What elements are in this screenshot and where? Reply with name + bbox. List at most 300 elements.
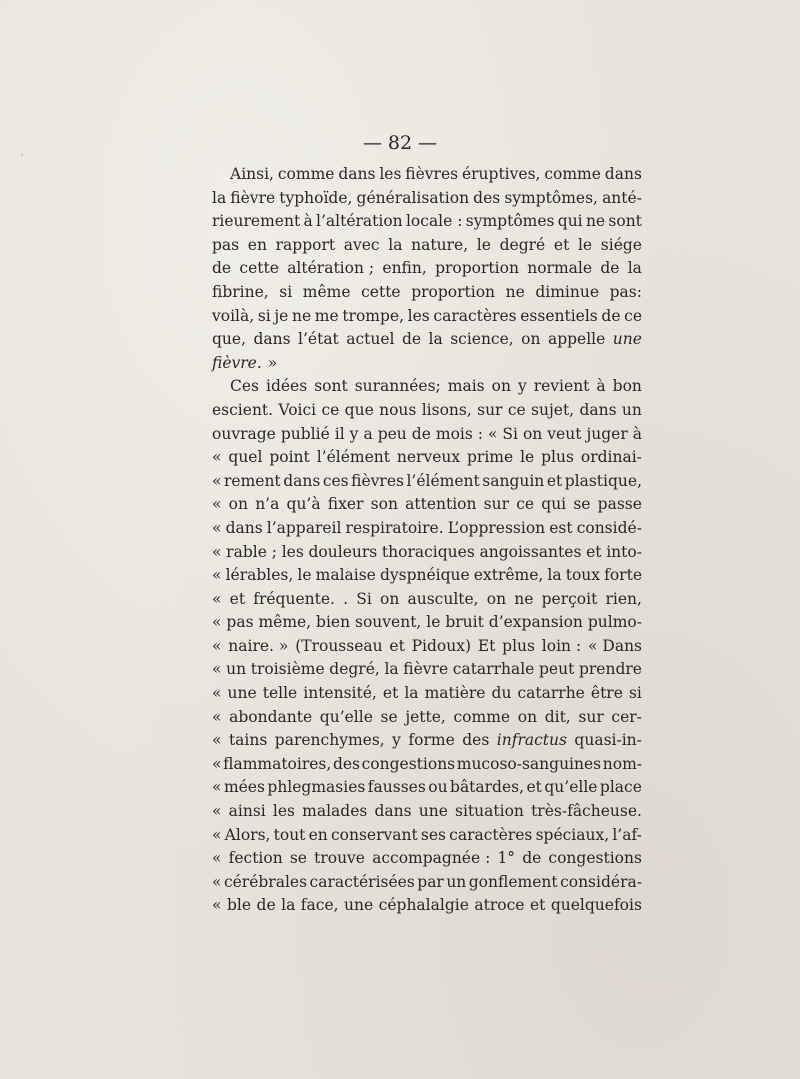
word: fection — [228, 849, 283, 868]
word: de — [600, 259, 620, 278]
word: l’appareil — [266, 518, 342, 537]
word: les — [272, 802, 295, 821]
word: considé- — [576, 518, 642, 537]
word: forte — [604, 566, 642, 585]
word: qu’elle — [544, 778, 598, 797]
word: situation — [455, 802, 524, 821]
word: si — [279, 282, 293, 301]
word: ne — [292, 306, 312, 325]
word: du — [491, 684, 512, 703]
word: ce — [321, 400, 340, 419]
word: ne — [514, 589, 534, 608]
word: prendre — [578, 660, 642, 679]
word: rieurement — [212, 212, 301, 231]
word: à — [596, 377, 606, 396]
word: fièvres — [405, 165, 459, 183]
word: juger — [586, 424, 628, 443]
word: degré, — [329, 660, 380, 679]
word: ne — [585, 212, 606, 231]
word: qu’à — [286, 495, 321, 514]
word: mées — [223, 778, 265, 797]
word: abondante — [229, 707, 313, 726]
word: par — [417, 872, 444, 891]
word: face, — [300, 896, 339, 915]
word: angoissantes — [479, 542, 582, 561]
word: et — [389, 636, 405, 655]
word: « — [212, 731, 222, 750]
word: dans — [253, 330, 291, 349]
word: conservant — [330, 825, 418, 844]
word: mois : — [435, 424, 483, 443]
text-line — [212, 894, 642, 918]
word: science, — [450, 330, 514, 349]
word: on — [522, 424, 543, 443]
text-line — [212, 493, 642, 517]
text-line — [212, 210, 642, 234]
text-line — [212, 871, 642, 895]
text-line — [212, 423, 642, 447]
word: Si — [356, 589, 372, 608]
word: même, — [258, 613, 312, 632]
word: fièvre — [403, 660, 449, 679]
word: gonflement — [468, 872, 558, 891]
word: peut — [539, 660, 575, 679]
word: de — [256, 896, 276, 915]
word: parenchymes, — [274, 731, 385, 750]
word: l’altération — [316, 212, 403, 231]
word: place — [599, 778, 642, 797]
word: y — [392, 731, 401, 750]
word: escient. — [212, 400, 274, 419]
word: rapport — [275, 235, 336, 254]
word: de — [401, 330, 422, 349]
word: qui — [541, 495, 567, 514]
word: altération ; — [287, 259, 375, 278]
word: est — [549, 518, 573, 537]
word: bien — [316, 613, 351, 632]
word: « — [212, 636, 222, 655]
word: la — [547, 566, 562, 585]
word: on — [379, 589, 400, 608]
word: passe — [597, 495, 642, 514]
word: si — [628, 684, 642, 703]
word: le — [520, 448, 535, 467]
word: loin : — [541, 636, 582, 655]
word: comme — [277, 165, 335, 183]
word: « — [212, 660, 222, 679]
word: et — [229, 589, 246, 608]
word: nature, — [411, 235, 469, 254]
word: catarrhe — [517, 684, 585, 703]
word: quel — [228, 448, 263, 467]
word: une — [344, 896, 374, 915]
word: très-fâcheuse. — [531, 802, 642, 821]
word: « — [212, 849, 222, 868]
word: la — [428, 330, 443, 349]
text-line — [212, 328, 642, 352]
word: siége — [600, 235, 642, 254]
word: de — [411, 424, 431, 443]
word: plus — [541, 448, 574, 467]
word: ne — [505, 282, 525, 301]
word: surannées; — [354, 377, 441, 396]
word: trompe, — [342, 306, 405, 325]
word: me — [314, 306, 339, 325]
word: comme — [544, 165, 601, 183]
text-line — [212, 517, 642, 541]
word: naire. » — [228, 636, 289, 655]
word: fibrine, — [212, 282, 269, 301]
text-line — [212, 847, 642, 871]
word: « — [212, 707, 222, 726]
word: de — [212, 259, 232, 278]
word: « — [212, 495, 222, 514]
text-line — [212, 800, 642, 824]
word: si — [257, 306, 271, 325]
word: la — [388, 235, 403, 254]
word: into- — [606, 542, 642, 561]
word: trouve — [314, 849, 365, 868]
word: Pidoux) — [411, 636, 472, 655]
text-line — [212, 682, 642, 706]
word: céphalalgie — [378, 896, 469, 915]
word: que, — [212, 330, 247, 349]
page-speck: · — [20, 148, 25, 164]
word: des — [332, 754, 360, 773]
word: Et — [477, 636, 496, 655]
word: sur — [483, 495, 510, 514]
word: fréquente. — [253, 589, 335, 608]
word: actuel — [346, 330, 395, 349]
word: plus — [502, 636, 535, 655]
text-line — [212, 352, 642, 376]
word: qu’elle — [319, 707, 373, 726]
text-line — [212, 187, 642, 211]
word: dans — [283, 471, 321, 490]
word: on — [521, 330, 541, 349]
word: sont — [314, 377, 348, 396]
word: Alors, — [224, 825, 271, 844]
word: « — [212, 778, 222, 797]
word: pas — [226, 613, 254, 632]
word: sujet, — [531, 400, 575, 419]
word: ouvrage — [212, 424, 276, 443]
word: souvent, — [355, 613, 422, 632]
word: de — [522, 849, 542, 868]
word: jette, — [405, 707, 446, 726]
word: Ainsi, — [230, 165, 274, 183]
word: sont — [608, 212, 642, 231]
word: revient — [533, 377, 590, 396]
word: pulmo- — [587, 613, 642, 632]
word: la — [212, 188, 227, 207]
word: « Dans — [587, 636, 642, 655]
word: phlegmasies — [267, 778, 366, 797]
word: comme — [453, 707, 511, 726]
word: l’élément — [406, 471, 480, 490]
word: fixer — [327, 495, 364, 514]
word: flammatoires, — [223, 754, 332, 773]
word: « — [212, 896, 222, 915]
word: dans — [374, 802, 412, 821]
word: dans — [579, 400, 617, 419]
word: proportion — [435, 259, 519, 278]
word: et — [553, 235, 570, 254]
text-line — [212, 541, 642, 565]
word: la — [281, 896, 296, 915]
word: pas: — [609, 282, 642, 301]
word: et — [546, 471, 563, 490]
word: nerveux — [396, 448, 461, 467]
word: la — [627, 259, 642, 278]
word: fièvre. — [212, 353, 262, 372]
word: le — [476, 235, 491, 254]
text-line — [212, 588, 642, 612]
word: un — [446, 872, 467, 891]
word: en — [247, 235, 267, 254]
word: caractères — [449, 825, 533, 844]
text-line — [212, 658, 642, 682]
word: on — [486, 589, 507, 608]
word: lérables, — [225, 566, 294, 585]
word: se — [573, 495, 591, 514]
word: caractérisées — [309, 872, 415, 891]
word: spéciaux, — [535, 825, 610, 844]
word: veut — [547, 424, 582, 443]
word: idées — [266, 377, 308, 396]
word: on — [228, 495, 248, 514]
word: et — [586, 542, 602, 561]
word: matière — [424, 684, 486, 703]
word: rement — [224, 471, 281, 490]
word: thoraciques — [381, 542, 475, 561]
word: sur — [477, 400, 503, 419]
word: (Trousseau — [295, 636, 383, 655]
word: essentiels — [520, 306, 598, 325]
text-line — [212, 753, 642, 777]
word: ausculte, — [407, 589, 479, 608]
word: pas — [212, 235, 240, 254]
word: ordinai- — [580, 448, 642, 467]
word: « — [212, 589, 222, 608]
word: la — [384, 660, 399, 679]
word: rable ; — [226, 542, 278, 561]
word: Voici — [278, 400, 317, 419]
text-line — [212, 706, 642, 730]
word: dans — [338, 165, 376, 183]
word: symptômes — [465, 212, 555, 231]
word: éruptives, — [461, 165, 541, 183]
word: L’oppression — [447, 518, 546, 537]
word: lisons, — [421, 400, 472, 419]
text-line — [212, 824, 642, 848]
word: congestions — [361, 754, 456, 773]
word: dit, — [544, 707, 571, 726]
word: caractères — [433, 306, 517, 325]
body-text — [212, 163, 642, 918]
word: malades — [302, 802, 368, 821]
word: dans — [604, 165, 642, 183]
word: fièvres — [351, 471, 404, 490]
word: « — [212, 872, 222, 891]
word: un — [621, 400, 642, 419]
word: » — [267, 353, 278, 372]
word: à — [303, 212, 313, 231]
word: nom- — [602, 754, 642, 773]
text-line — [212, 446, 642, 470]
word: « Si — [487, 424, 518, 443]
word: avec — [343, 235, 380, 254]
word: degré — [499, 235, 546, 254]
word: . — [343, 589, 349, 608]
word: enfin, — [382, 259, 427, 278]
text-line — [212, 635, 642, 659]
word: une — [227, 684, 257, 703]
word: le — [577, 235, 593, 254]
word: en — [308, 825, 328, 844]
word: les — [281, 542, 304, 561]
text-line — [212, 470, 642, 494]
word: on — [491, 377, 511, 396]
word: y — [517, 377, 527, 396]
text-line — [212, 375, 642, 399]
word: appelle — [547, 330, 606, 349]
word: ce — [624, 306, 642, 325]
word: l’élément — [316, 448, 390, 467]
word: « — [212, 471, 222, 490]
word: publié — [280, 424, 330, 443]
word: troisième — [250, 660, 325, 679]
word: nous — [379, 400, 417, 419]
word: « — [212, 825, 222, 844]
word: les — [407, 306, 430, 325]
word: a — [363, 424, 373, 443]
word: sur — [578, 707, 604, 726]
word: d’expansion — [488, 613, 583, 632]
word: rien, — [605, 589, 642, 608]
word: 1° — [497, 849, 516, 868]
word: qui — [557, 212, 583, 231]
word: son — [370, 495, 398, 514]
word: peu — [377, 424, 407, 443]
word: forme — [408, 731, 455, 750]
word: se — [289, 849, 307, 868]
word: quelquefois — [550, 896, 642, 915]
word: l’af- — [612, 825, 642, 844]
text-line — [212, 257, 642, 281]
word: mucoso-sanguines — [456, 754, 602, 773]
word: toux — [565, 566, 601, 585]
text-line — [212, 729, 642, 753]
word: fièvre — [230, 188, 276, 207]
word: mais — [447, 377, 485, 396]
word: et — [529, 896, 546, 915]
word: une — [418, 802, 448, 821]
word: que — [344, 400, 374, 419]
word: « — [212, 518, 222, 537]
word: « — [212, 684, 222, 703]
word: être — [590, 684, 623, 703]
word: dans — [225, 518, 263, 537]
text-line — [212, 234, 642, 258]
word: attention — [405, 495, 477, 514]
word: de — [601, 306, 621, 325]
word: ainsi — [228, 802, 266, 821]
word: malaise — [315, 566, 376, 585]
word: et — [526, 778, 542, 797]
text-line — [212, 776, 642, 800]
word: bon — [612, 377, 642, 396]
word: « — [212, 542, 222, 561]
word: « — [212, 566, 222, 585]
word: ce — [507, 400, 526, 419]
word: ou — [428, 778, 448, 797]
word: ce — [516, 495, 535, 514]
text-line — [212, 281, 642, 305]
word: il — [334, 424, 345, 443]
word: des — [462, 731, 490, 750]
word: je — [274, 306, 289, 325]
word: n’a — [255, 495, 280, 514]
word: proportion — [411, 282, 496, 301]
text-line — [212, 163, 642, 187]
word: des — [473, 188, 501, 207]
text-line — [212, 305, 642, 329]
word: voilà, — [212, 306, 255, 325]
word: normale — [527, 259, 593, 278]
word: extrême, — [473, 566, 544, 585]
word: le — [426, 613, 441, 632]
word: cette — [361, 282, 401, 301]
word: perçoit — [541, 589, 598, 608]
word: « — [212, 613, 222, 632]
word: diminue — [535, 282, 600, 301]
word: Ces — [230, 377, 259, 396]
word: à — [632, 424, 642, 443]
word: la — [404, 684, 419, 703]
word: l’état — [298, 330, 339, 349]
word: catarrhale — [452, 660, 535, 679]
word: se — [380, 707, 398, 726]
word: même — [302, 282, 351, 301]
word: cérébrales — [223, 872, 308, 891]
word: point — [269, 448, 310, 467]
word: tains — [228, 731, 268, 750]
word: infractus — [496, 731, 567, 750]
word: anté- — [602, 188, 642, 207]
word: symptômes, — [504, 188, 598, 207]
word: ble — [226, 896, 252, 915]
word: dyspnéique — [379, 566, 470, 585]
word: intensité, — [303, 684, 377, 703]
word: généralisation — [356, 188, 470, 207]
word: ses — [420, 825, 446, 844]
word: un — [226, 660, 247, 679]
word: « — [212, 448, 222, 467]
word: typhoïde, — [279, 188, 353, 207]
word: locale : — [405, 212, 463, 231]
page-number: — 82 — — [362, 132, 438, 154]
word: ces — [322, 471, 349, 490]
word: y — [349, 424, 359, 443]
word: sanguin — [482, 471, 545, 490]
word: plastique, — [564, 471, 642, 490]
word: et — [382, 684, 399, 703]
word: bruit — [445, 613, 484, 632]
word: douleurs — [308, 542, 378, 561]
word: prime — [467, 448, 514, 467]
word: considéra- — [560, 872, 642, 891]
